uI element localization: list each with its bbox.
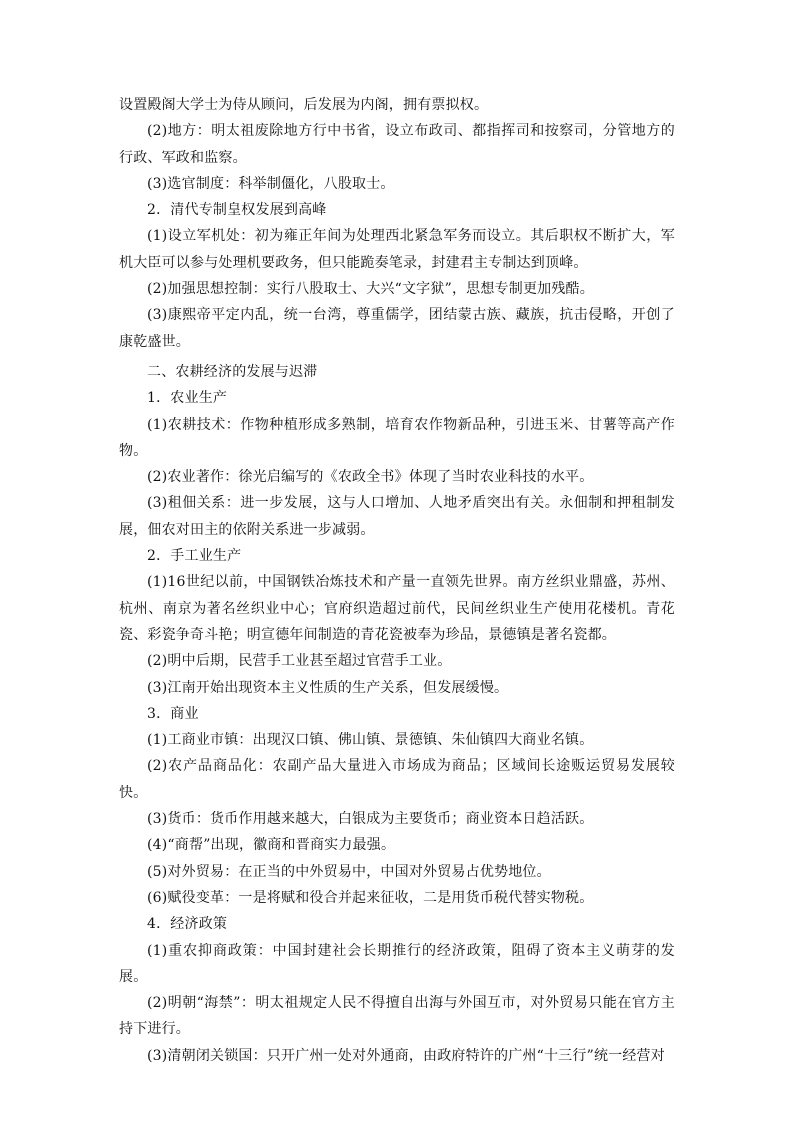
heading-qing-autocracy: 2．清代专制皇权发展到高峰: [147, 202, 327, 219]
paragraph-tax-reform: (6)赋役变革：一是将赋和役合并起来征收，二是用货币税代替实物税。: [147, 889, 594, 906]
paragraph-commercialization: (2)农产品商品化：农副产品大量进入市场成为商品；区域间长途贩运贸易发展较快。: [119, 758, 675, 801]
heading-agrarian-economy: 二、农耕经济的发展与迟滞: [147, 363, 318, 380]
paragraph-agriculture-first-policy: (1)重农抑商政策：中国封建社会长期推行的经济政策，阻碍了资本主义萌芽的发展。: [119, 942, 675, 985]
paragraph-tenancy: (3)租佃关系：进一步发展，这与人口增加、人地矛盾突出有关。永佃制和押租制发展，佃农对田主的依附关系进一步减弱。: [119, 495, 675, 538]
heading-handicraft: 2．手工业生产: [147, 548, 242, 565]
paragraph-thought-control: (2)加强思想控制：实行八股取士、大兴“文字狱”，思想专制更加残酷。: [147, 281, 594, 298]
paragraph-official-selection: (3)选官制度：科举制僵化，八股取士。: [147, 175, 395, 192]
paragraph-merchant-groups: (4)“商帮”出现，徽商和晋商实力最强。: [147, 837, 396, 854]
heading-agriculture: 1．农业生产: [147, 390, 228, 407]
paragraph-grand-council: (1)设立军机处：初为雍正年间为处理西北紧急军务而设立。其后职权不断扩大，军机大臣可以参与处理机要政务，但只能跪奏笔录，封建君主专制达到顶峰。: [119, 228, 675, 271]
paragraph-handicraft-1: (1)16世纪以前，中国钢铁冶炼技术和产量一直领先世界。南方丝织业鼎盛，苏州、杭州、南京为著名丝织业中心；官府织造超过前代，民间丝织业生产使用花楼机。青花瓷、彩瓷争奇斗艳；明宣德年间制造的青花瓷被奉为珍品，景德镇是著名瓷都。: [119, 574, 675, 643]
paragraph-currency: (3)货币：货币作用越来越大，白银成为主要货币；商业资本日趋活跃。: [147, 811, 594, 828]
paragraph-ming-sea-ban: (2)明朝“海禁”：明太祖规定人民不得擅自出海与外国互市，对外贸易只能在官方主持下进行。: [119, 995, 675, 1038]
paragraph-market-towns: (1)工商业市镇：出现汉口镇、佛山镇、景德镇、朱仙镇四大商业名镇。: [147, 732, 594, 749]
paragraph-farming-technology: (1)农耕技术：作物种植形成多熟制，培育农作物新品种，引进玉米、甘薯等高产作物。: [119, 416, 675, 459]
heading-economic-policy: 4．经济政策: [147, 916, 228, 933]
paragraph-qing-closed-door: (3)清朝闭关锁国：只开广州一处对外通商，由政府特许的广州“十三行”统一经营对: [147, 1047, 665, 1064]
paragraph-cabinet-continued: 设置殿阁大学士为侍从顾问，后发展为内阁，拥有票拟权。: [119, 97, 489, 113]
paragraph-handicraft-2: (2)明中后期，民营手工业甚至超过官营手工业。: [147, 653, 452, 670]
heading-commerce: 3．商业: [147, 705, 199, 722]
paragraph-foreign-trade: (5)对外贸易：在正当的中外贸易中，中国对外贸易占优势地位。: [147, 863, 551, 880]
paragraph-kangxi: (3)康熙帝平定内乱，统一台湾，尊重儒学，团结蒙古族、藏族，抗击侵略，开创了康乾盛世。: [119, 307, 675, 350]
paragraph-local-government: (2)地方：明太祖废除地方行中书省，设立布政司、都指挥司和按察司，分管地方的行政、军政和监察。: [119, 123, 675, 166]
paragraph-agricultural-works: (2)农业著作：徐光启编写的《农政全书》体现了当时农业科技的水平。: [147, 469, 594, 486]
paragraph-handicraft-3: (3)江南开始出现资本主义性质的生产关系，但发展缓慢。: [147, 679, 509, 696]
document-body: [119, 92, 675, 1069]
